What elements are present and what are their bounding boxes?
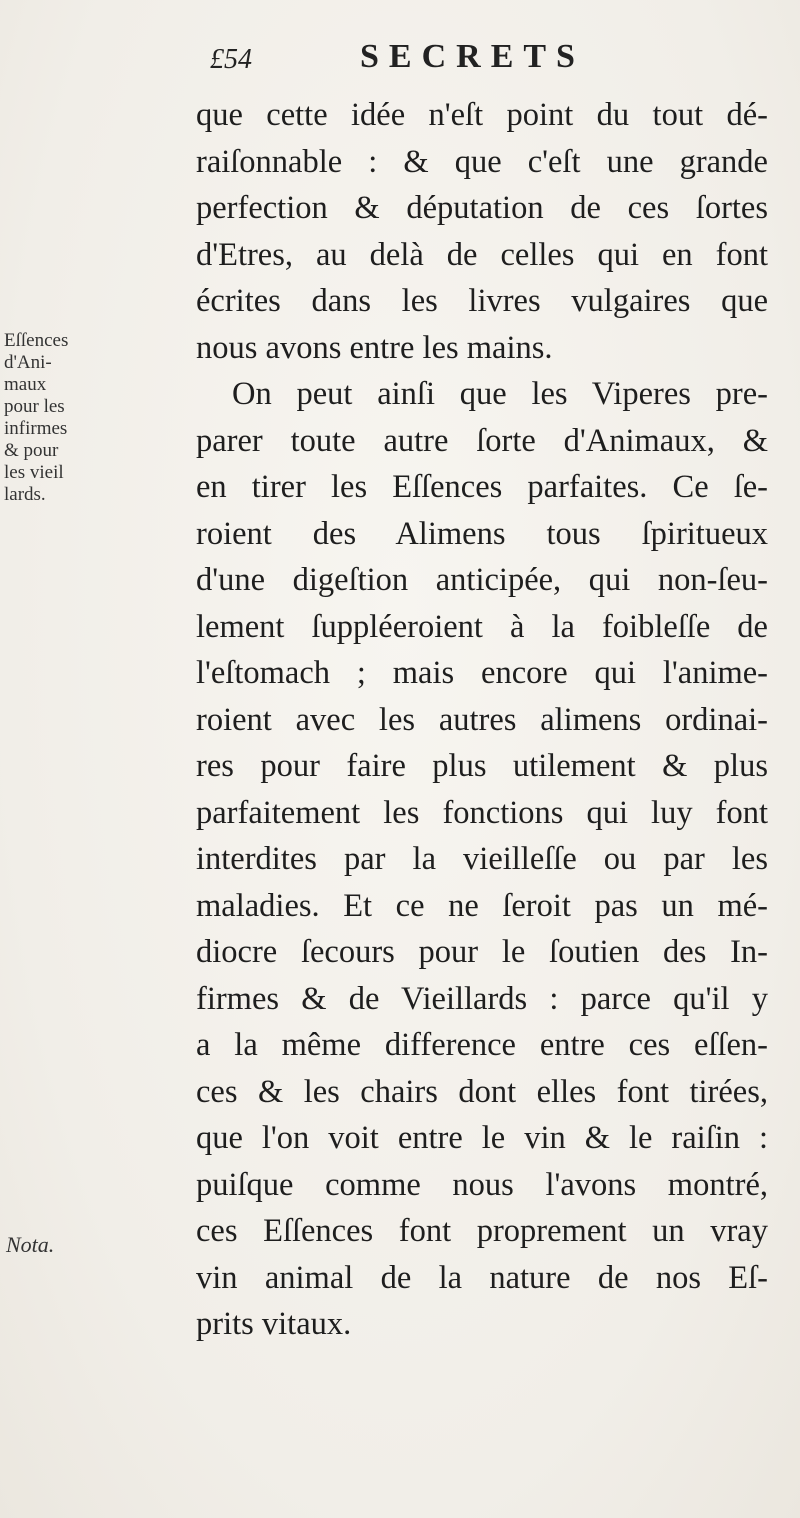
text-line: roient des Alimens tous ſpiritueux — [196, 515, 768, 552]
text-line: vin animal de la nature de nos Eſ- — [196, 1259, 768, 1296]
text-line: interdites par la vieilleſſe ou par les — [196, 841, 768, 877]
margin-note-essences — [4, 330, 90, 506]
text-line: ces & les chairs dont elles font tirées, — [196, 1073, 768, 1110]
text-line: que l'on voit entre le vin & le raiſin : — [196, 1120, 768, 1156]
text-line: ces Eſſences font proprement un vray — [196, 1213, 768, 1249]
margin-note-line: les vieil — [4, 462, 64, 483]
text-line: puiſque comme nous l'avons montré, — [196, 1166, 768, 1203]
text-line: lement ſuppléeroient à la foibleſſe de — [196, 608, 768, 645]
margin-note-line: lards. — [4, 484, 46, 505]
text-line: que cette idée n'eſt point du tout dé- — [196, 97, 768, 133]
page-number: £54 — [210, 44, 252, 75]
text-line: l'eſtomach ; mais encore qui l'anime- — [196, 655, 768, 691]
text-line: nous avons entre les mains. — [196, 329, 553, 366]
margin-note-line: pour les — [4, 396, 65, 417]
text-line: maladies. Et ce ne ſeroit pas un mé- — [196, 887, 768, 924]
text-line: On peut ainſi que les Viperes pre- — [232, 376, 768, 412]
text-line: en tirer les Eſſences parfaites. Ce ſe- — [196, 469, 768, 505]
text-line: parer toute autre ſorte d'Animaux, & — [196, 422, 768, 459]
text-line: perfection & députation de ces ſortes — [196, 190, 768, 226]
text-line: diocre ſecours pour le ſoutien des In- — [196, 934, 768, 970]
text-line: roient avec les autres alimens ordinai- — [196, 701, 768, 738]
text-line: prits vitaux. — [196, 1306, 352, 1342]
margin-note-nota: Nota. — [6, 1232, 55, 1257]
text-line: parfaitement les fonctions qui luy font — [196, 794, 768, 831]
text-line: raiſonnable : & que c'eſt une grande — [196, 143, 768, 180]
body-text — [196, 92, 768, 1348]
text-line: a la même difference entre ces eſſen- — [196, 1027, 768, 1063]
margin-note-line: d'Ani- — [4, 352, 52, 373]
text-line: firmes & de Vieillards : parce qu'il y — [196, 980, 768, 1017]
text-line: d'une digeſtion anticipée, qui non-ſeu- — [196, 562, 768, 598]
running-title: SECRETS — [360, 38, 585, 75]
margin-note-line: maux — [4, 374, 47, 395]
margin-note-line: infirmes — [4, 418, 68, 439]
margin-note-line: Eſſences — [4, 330, 69, 351]
text-line: écrites dans les livres vulgaires que — [196, 283, 768, 319]
text-line: d'Etres, au delà de celles qui en font — [196, 236, 768, 273]
page-header — [210, 38, 630, 88]
margin-note-line: & pour — [4, 440, 59, 461]
text-line: res pour faire plus utilement & plus — [196, 748, 768, 784]
